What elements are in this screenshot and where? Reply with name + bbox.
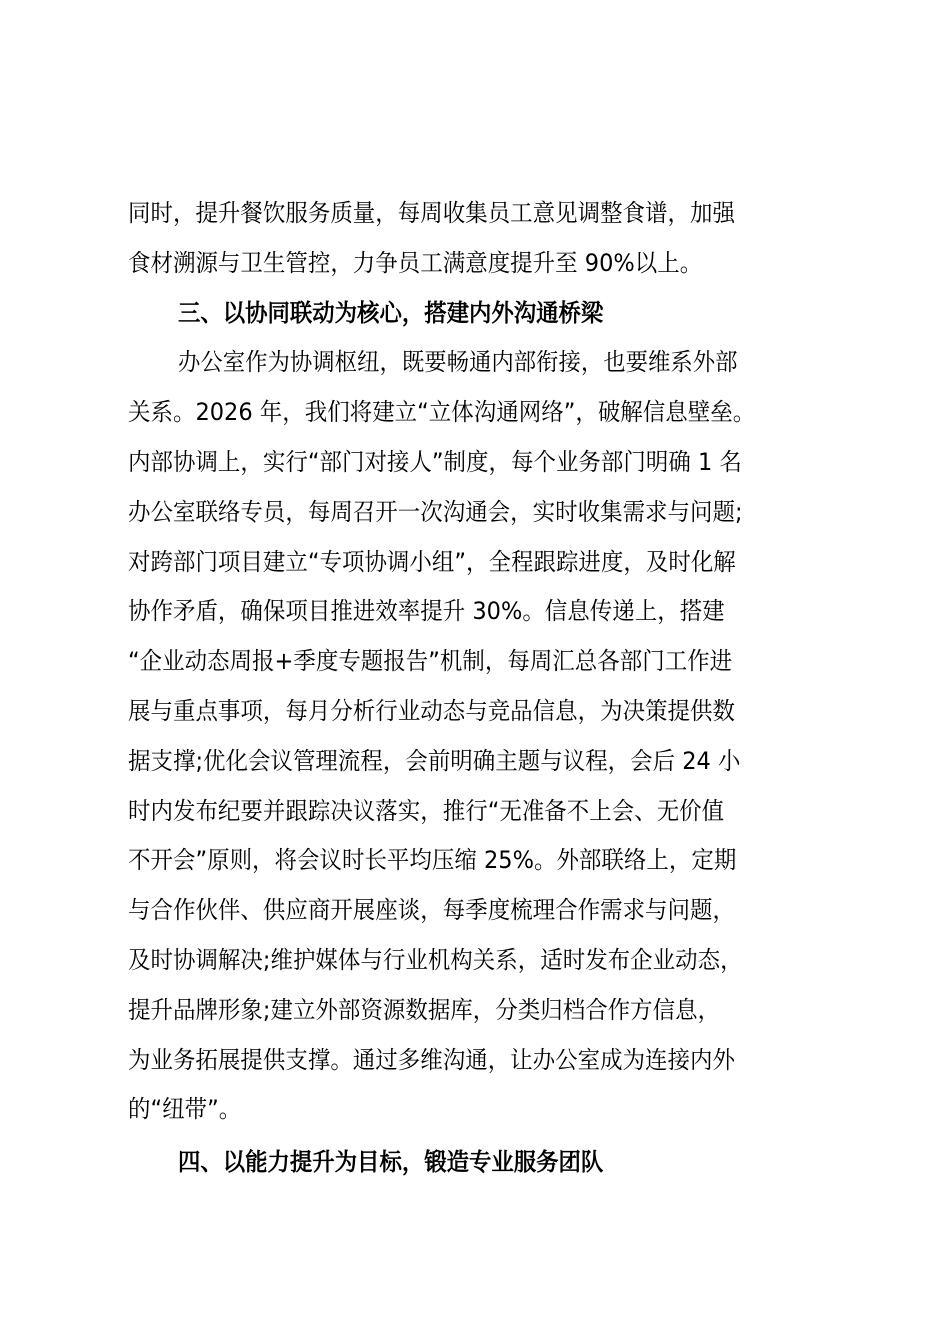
paragraph-line: 展与重点事项，每月分析行业动态与竞品信息，为决策提供数 [128,697,735,725]
paragraph-line: 的“纽带”。 [128,1095,242,1123]
section-heading-4: 四、以能力提升为目标，锻造专业服务团队 [178,1148,604,1176]
paragraph-line: 不开会”原则，将会议时长平均压缩 25%。外部联络上，定期 [128,846,737,874]
paragraph-line: 关系。2026 年，我们将建立“立体沟通网络”，破解信息壁垒。 [128,398,756,426]
paragraph-line: 食材溯源与卫生管控，力争员工满意度提升至 90%以上。 [128,249,703,277]
paragraph-line: “企业动态周报+季度专题报告”机制，每周汇总各部门工作进 [128,647,733,675]
paragraph-line: 提升品牌形象;建立外部资源数据库，分类归档合作方信息， [128,996,721,1024]
paragraph-line: 内部协调上，实行“部门对接人”制度，每个业务部门明确 1 名 [128,448,742,476]
paragraph-line: 据支撑;优化会议管理流程，会前明确主题与议程，会后 24 小 [128,747,741,775]
section-heading-3: 三、以协同联动为核心，搭建内外沟通桥梁 [178,299,604,327]
paragraph-line: 协作矛盾，确保项目推进效率提升 30%。信息传递上，搭建 [128,597,725,625]
paragraph-line: 时内发布纪要并跟踪决议落实，推行“无准备不上会、无价值 [128,797,725,825]
paragraph-line: 及时协调解决;维护媒体与行业机构关系，适时发布企业动态， [128,946,743,974]
paragraph-line: 对跨部门项目建立“专项协调小组”，全程跟踪进度，及时化解 [128,548,736,576]
paragraph-line: 与合作伙伴、供应商开展座谈，每季度梳理合作需求与问题， [128,896,735,924]
paragraph-line: 办公室联络专员，每周召开一次沟通会，实时收集需求与问题; [128,498,743,526]
paragraph-line: 办公室作为协调枢纽，既要畅通内部衔接，也要维系外部 [178,348,738,376]
paragraph-line: 为业务拓展提供支撑。通过多维沟通，让办公室成为连接内外 [128,1046,735,1074]
paragraph-line: 同时，提升餐饮服务质量，每周收集员工意见调整食谱，加强 [128,199,735,227]
